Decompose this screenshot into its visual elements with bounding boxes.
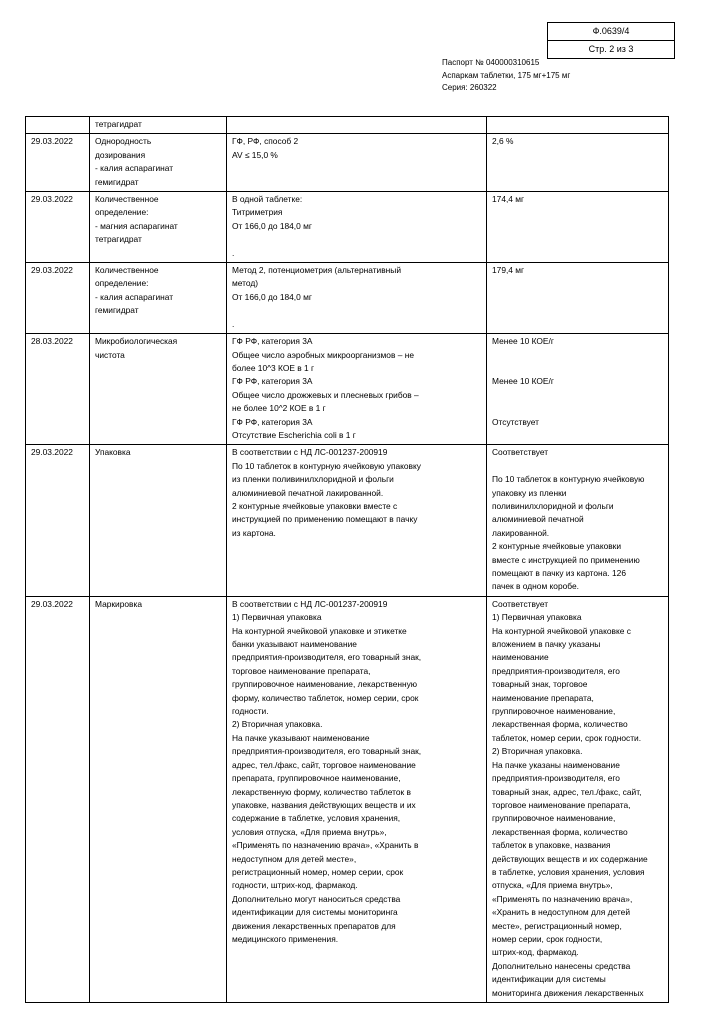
result-cell: Соответствует 1) Первичная упаковка На контурной ячейковой упаковке с вложением в пачку указаны наименование предприятия-производителя, его товарный знак, торговое наименование препарата, группировочное наименование, лекарственная форма, количество таблеток, номер серии, срок годности. 2) Вторичная упаковка. На пачке указаны наименование предприятия-производителя, его товарный знак, адрес, тел./факс, сайт, торговое наименование препарата, группировочное наименование, лекарственная форма, количество таблеток в упаковке, названия действующих веществ и их содержание в таблетке, условия хранения, условия отпуска, «Для приема внутрь», «Применять по назначению врача», «Хранить в недоступном для детей месте», регистрационный номер, номер серии, срок годности, штрих-код, фармакод. Дополнительно нанесены средства идентификации для системы мониторинга движения лекарственных [487, 596, 669, 1002]
result-cell: 2,6 % [487, 134, 669, 192]
test-results-table [25, 116, 669, 1003]
date-cell [26, 117, 90, 134]
test-name-cell: Количественное определение: - калия аспарагинат гемигидрат [90, 263, 227, 334]
test-name-cell: Микробиологическая чистота [90, 334, 227, 445]
specification-cell: ГФ РФ, категория 3А Общее число аэробных микроорганизмов – не более 10^3 КОЕ в 1 г ГФ РФ, категория 3А Общее число дрожжевых и плесневых грибов – не более 10^2 КОЕ в 1 г ГФ РФ, категория 3А Отсутствие Escherichia coli в 1 г [227, 334, 487, 445]
test-name-cell: Количественное определение: - магния аспарагинат тетрагидрат [90, 192, 227, 263]
series-number: Серия: 260322 [442, 83, 497, 92]
table-row [26, 192, 669, 263]
passport-number: Паспорт № 040000310615 [442, 58, 540, 67]
table-row [26, 596, 669, 1002]
result-cell: Соответствует По 10 таблеток в контурную ячейковую упаковку из пленки поливинилхлоридной и фольги алюминиевой печатной лакированной. 2 контурные ячейковые упаковки вместе с инструкцией по применению помещают в пачку из картона. 126 пачек в одном коробе. [487, 445, 669, 596]
date-cell: 29.03.2022 [26, 134, 90, 192]
form-code-box [547, 22, 675, 59]
date-cell: 29.03.2022 [26, 445, 90, 596]
specification-cell: В одной таблетке: Титриметрия От 166,0 до 184,0 мг . [227, 192, 487, 263]
specification-cell: В соответствии с НД ЛС-001237-200919 По 10 таблеток в контурную ячейковую упаковку из пленки поливинилхлоридной и фольги алюминиевой печатной лакированной. 2 контурные ячейковые упаковки вместе с инструкцией по применению помещают в пачку из картона. [227, 445, 487, 596]
result-cell: 174,4 мг [487, 192, 669, 263]
page-number: Стр. 2 из 3 [548, 40, 674, 58]
table-row [26, 445, 669, 596]
date-cell: 29.03.2022 [26, 192, 90, 263]
specification-cell [227, 117, 487, 134]
table-row [26, 117, 669, 134]
test-name-cell: Маркировка [90, 596, 227, 1002]
specification-cell: ГФ, РФ, способ 2 AV ≤ 15,0 % [227, 134, 487, 192]
result-cell: Менее 10 КОЕ/г Менее 10 КОЕ/г Отсутствует [487, 334, 669, 445]
product-name: Аспаркам таблетки, 175 мг+175 мг [442, 70, 571, 80]
form-code: Ф.0639/4 [592, 26, 630, 36]
test-name-cell: Однородность дозирования - калия аспарагинат гемигидрат [90, 134, 227, 192]
test-name-cell: тетрагидрат [90, 117, 227, 134]
specification-cell: В соответствии с НД ЛС-001237-200919 1) Первичная упаковка На контурной ячейковой упаковке и этикетке банки указывают наименование предприятия-производителя, его товарный знак, торговое наименование препарата, группировочное наименование, лекарственную форму, количество таблеток, номер серии, срок годности. 2) Вторичная упаковка. На пачке указывают наименование предприятия-производителя, его товарный знак, адрес, тел./факс, сайт, торговое наименование препарата, группировочное наименование, лекарственную форму, количество таблеток в упаковке, названия действующих веществ и их содержание в таблетке, условия хранения, условия отпуска, «Для приема внутрь», «Применять по назначению врача», «Хранить в недоступном для детей месте», регистрационный номер, номер серии, срок годности, штрих-код, фармакод. Дополнительно могут наноситься средства идентификации для системы мониторинга движения лекарственных препаратов для медицинского применения. [227, 596, 487, 1002]
result-cell: 179,4 мг [487, 263, 669, 334]
test-name-cell: Упаковка [90, 445, 227, 596]
specification-cell: Метод 2, потенциометрия (альтернативный метод) От 166,0 до 184,0 мг . [227, 263, 487, 334]
table-row [26, 334, 669, 445]
date-cell: 28.03.2022 [26, 334, 90, 445]
result-cell [487, 117, 669, 134]
table-row [26, 263, 669, 334]
date-cell: 29.03.2022 [26, 596, 90, 1002]
date-cell: 29.03.2022 [26, 263, 90, 334]
table-row [26, 134, 669, 192]
passport-header [442, 57, 570, 95]
